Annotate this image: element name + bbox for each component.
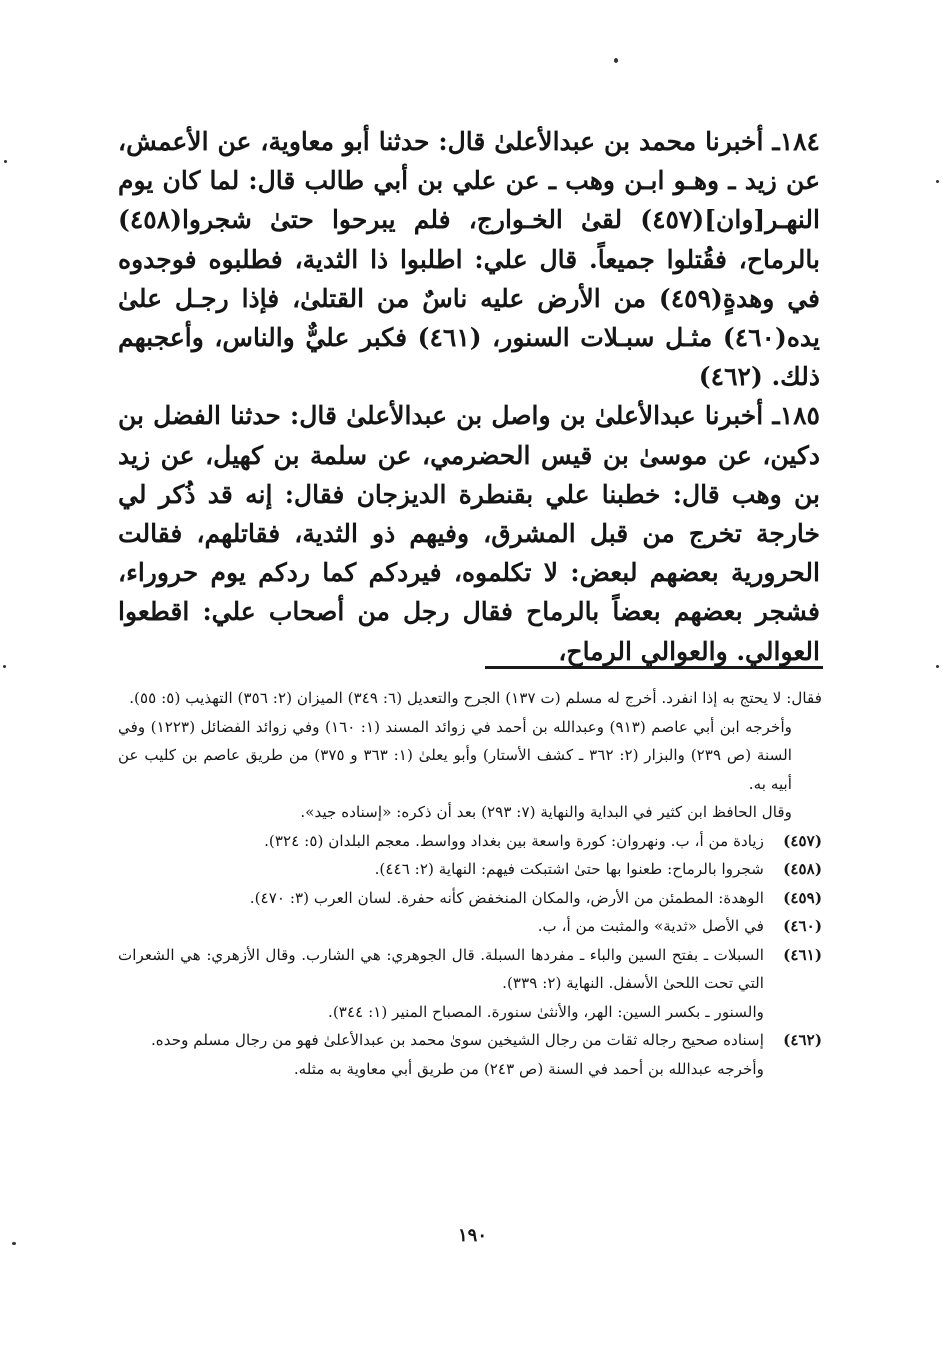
footnote-number: (٤٥٩) — [783, 888, 822, 907]
hadith-text: أخبرنا محمد بن عبدالأعلىٰ قال: حدثنا أبو معاوية، عن الأعمش، عن زيد ـ وهـو ابـن وهب ـ عن علي بن أبي طالب قال: لما كان يوم النهـر[وان](٤٥٧) لقىٰ الخـوارج، فلم يبرحوا حتىٰ شجروا(٤٥٨) بالرماح، فقُتلوا جميعاً. قال علي: اطلبوا ذا الثدية، فطلبوه فوجدوه في وهدةٍ(٤٥٩) من الأرض عليه ناسٌ من القتلىٰ، فإذا رجـل علىٰ يده(٤٦٠) مثـل سبـلات السنور، (٤٦١) فكبر عليٌّ والناس، وأعجبهم ذلك. (٤٦٢) — [118, 127, 820, 392]
footnote-text: شجروا بالرماح: طعنوا بها حتىٰ اشتبكت فيهم: النهاية (٢: ٤٤٦). — [374, 860, 764, 878]
footnote-457 — [118, 827, 822, 856]
scan-speck — [936, 665, 939, 668]
footnote-number: (٤٥٧) — [783, 831, 822, 850]
footnote-number: (٤٦٢) — [783, 1031, 822, 1049]
footnotes-section — [118, 684, 822, 1083]
footnote-460 — [118, 912, 822, 941]
footnote-458 — [118, 855, 822, 884]
scan-speck — [614, 58, 618, 63]
footnote-text: الوهدة: المطمئن من الأرض، والمكان المنخفض كأنه حفرة. لسان العرب (٣: ٤٧٠). — [249, 888, 764, 907]
scan-speck — [4, 160, 7, 163]
footnote-continuation: والسنور ـ بكسر السين: الهر، والأنثىٰ سنورة. المصباح المنير (١: ٣٤٤). — [328, 1002, 764, 1021]
main-text — [118, 122, 820, 671]
footnote-text: زيادة من أ، ب. ونهروان: كورة واسعة بين بغداد وواسط. معجم البلدان (٥: ٣٢٤). — [264, 831, 764, 850]
footnote-462 — [118, 1026, 822, 1055]
carryover-note: وقال الحافظ ابن كثير في البداية والنهاية (٧: ٢٩٣) بعد أن ذكره: «إسناده جيد». — [300, 803, 792, 821]
footnote-text: إسناده صحيح رجاله ثقات من رجال الشيخين سوىٰ محمد بن عبدالأعلىٰ فهو من رجال مسلم وحده. — [150, 1031, 764, 1049]
hadith-184 — [118, 122, 820, 396]
footnote-number: (٤٦١) — [783, 945, 822, 964]
scan-speck — [936, 180, 939, 183]
footnote-number: (٤٥٨) — [783, 860, 822, 878]
footnote-separator — [485, 666, 823, 669]
footnote-461 — [118, 941, 822, 998]
footnote-continuation: وأخرجه عبدالله بن أحمد في السنة (ص ٢٤٣) من طريق أبي معاوية به مثله. — [293, 1059, 764, 1078]
hadith-text: أخبرنا عبدالأعلىٰ بن واصل بن عبدالأعلىٰ قال: حدثنا الفضل بن دكين، عن موسىٰ بن قيس الحضرمي، عن سلمة بن كهيل، عن زيد بن وهب قال: خطبنا علي بقنطرة الديزجان فقال: إنه قد ذُكر لي خارجة تخرج من قبل المشرق، وفيهم ذو الثدية، فقاتلهم، فقالت الحرورية بعضهم لبعض: لا تكلموه، فيردكم كما ردكم يوم حروراء، فشجر بعضهم بعضاً بالرماح فقال رجل من أصحاب علي: اقطعوا العوالي. والعوالي الرماح، — [118, 401, 820, 666]
footnote-text: في الأصل «ثدية» والمثبت من أ، ب. — [537, 917, 764, 935]
footnote-number: (٤٦٠) — [783, 917, 822, 935]
hadith-number: ١٨٤ـ — [772, 127, 820, 156]
hadith-185 — [118, 396, 820, 670]
carryover-note: وأخرجه ابن أبي عاصم (٩١٣) وعبدالله بن أحمد في زوائد المسند (١: ١٦٠) وفي زوائد الفضائل (١٢٢٣) وفي السنة (ص ٢٣٩) والبزار (٢: ٣٦٢ ـ كشف الأستار) وأبو يعلىٰ (١: ٣٦٣ و ٣٧٥) من طريق عاصم بن كليب عن أبيه به. — [118, 717, 793, 793]
footnote-text: السبلات ـ بفتح السين والباء ـ مفردها السبلة. قال الجوهري: هي الشارب. وقال الأزهري: هي الشعرات التي تحت اللحىٰ الأسفل. النهاية (٢: ٣٣٩). — [118, 945, 764, 992]
carryover-note: فقال: لا يحتج به إذا انفرد. أخرج له مسلم (ت ١٣٧) الجرح والتعديل (٦: ٣٤٩) الميزان (٢: ٣٥٦) التهذيب (٥: ٥٥). — [129, 689, 822, 707]
page-number: ١٩٠ — [457, 1225, 487, 1246]
hadith-number: ١٨٥ـ — [772, 401, 820, 431]
footnote-459 — [118, 884, 822, 913]
scan-speck — [3, 665, 6, 668]
